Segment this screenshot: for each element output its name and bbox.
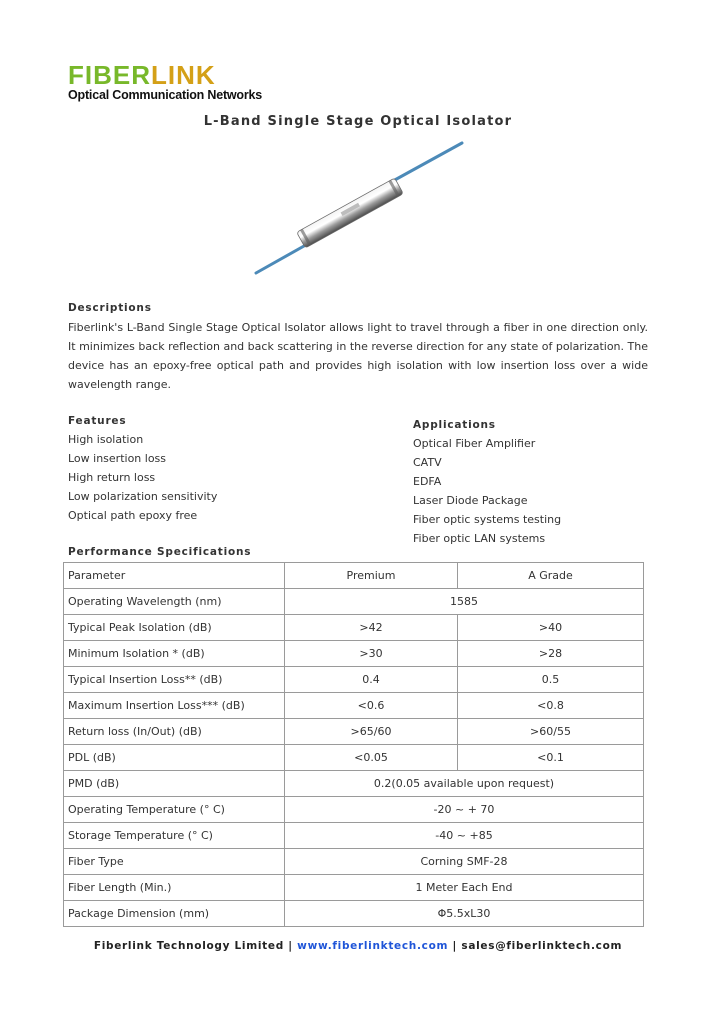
row-label: Package Dimension (mm)	[64, 901, 285, 927]
table-row	[64, 615, 644, 641]
page-title: L-Band Single Stage Optical Isolator	[203, 114, 513, 129]
row-value-a-grade: >40	[458, 615, 644, 641]
performance-heading: Performance Specifications	[68, 546, 252, 558]
row-value-premium: >30	[285, 641, 458, 667]
row-value-premium: <0.6	[285, 693, 458, 719]
row-value-a-grade: <0.1	[458, 745, 644, 771]
row-label: Operating Wavelength (nm)	[64, 589, 285, 615]
row-label: PDL (dB)	[64, 745, 285, 771]
logo-wordmark: FIBERLINK	[68, 60, 216, 90]
row-label: Typical Insertion Loss** (dB)	[64, 667, 285, 693]
footer-company: Fiberlink Technology Limited	[93, 940, 284, 952]
row-label: Fiber Type	[64, 849, 285, 875]
company-logo	[68, 62, 262, 102]
applications-list	[413, 434, 561, 548]
table-row	[64, 823, 644, 849]
table-row	[64, 875, 644, 901]
feature-item: High return loss	[68, 471, 156, 484]
row-value-a-grade: >28	[458, 641, 644, 667]
row-value-premium: >65/60	[285, 719, 458, 745]
table-header-row	[64, 563, 644, 589]
table-row	[64, 667, 644, 693]
row-value: 1585	[285, 589, 644, 615]
features-heading: Features	[68, 415, 127, 427]
performance-spec-table	[63, 562, 644, 927]
row-label: Return loss (In/Out) (dB)	[64, 719, 285, 745]
table-row	[64, 797, 644, 823]
features-list	[68, 430, 217, 525]
row-value: -20 ~ + 70	[285, 797, 644, 823]
row-value: Corning SMF-28	[285, 849, 644, 875]
row-label: Maximum Insertion Loss*** (dB)	[64, 693, 285, 719]
isolator-product-image	[240, 135, 480, 295]
descriptions-heading: Descriptions	[68, 302, 152, 314]
table-row	[64, 771, 644, 797]
header-cell-parameter: Parameter	[64, 563, 285, 589]
footer-separator: |	[283, 940, 298, 952]
application-item: CATV	[413, 456, 442, 469]
row-label: Fiber Length (Min.)	[64, 875, 285, 901]
row-value-premium: <0.05	[285, 745, 458, 771]
table-row	[64, 901, 644, 927]
header-cell-premium: Premium	[285, 563, 458, 589]
table-row	[64, 693, 644, 719]
row-value: Φ5.5xL30	[285, 901, 644, 927]
row-label: Minimum Isolation * (dB)	[64, 641, 285, 667]
row-value: 0.2(0.05 available upon request)	[285, 771, 644, 797]
row-value: 1 Meter Each End	[285, 875, 644, 901]
feature-item: Low polarization sensitivity	[68, 490, 218, 503]
row-label: Storage Temperature (° C)	[64, 823, 285, 849]
table-row	[64, 641, 644, 667]
table-row	[64, 719, 644, 745]
application-item: Fiber optic systems testing	[413, 513, 562, 526]
row-value-a-grade: 0.5	[458, 667, 644, 693]
row-value: -40 ~ +85	[285, 823, 644, 849]
row-value-a-grade: >60/55	[458, 719, 644, 745]
row-value-a-grade: <0.8	[458, 693, 644, 719]
footer-separator: |	[448, 940, 462, 952]
footer-website-link[interactable]: www.fiberlinktech.com	[297, 940, 449, 952]
row-label: Operating Temperature (° C)	[64, 797, 285, 823]
row-label: Typical Peak Isolation (dB)	[64, 615, 285, 641]
application-item: Fiber optic LAN systems	[413, 532, 546, 545]
application-item: EDFA	[413, 475, 442, 488]
footer-email[interactable]: sales@fiberlinktech.com	[461, 940, 623, 952]
header-cell-a-grade: A Grade	[458, 563, 644, 589]
logo-tagline: Optical Communication Networks	[68, 88, 263, 102]
feature-item: Low insertion loss	[68, 452, 167, 465]
table-row	[64, 849, 644, 875]
applications-heading: Applications	[413, 419, 496, 431]
table-row	[64, 589, 644, 615]
row-value-premium: 0.4	[285, 667, 458, 693]
feature-item: Optical path epoxy free	[68, 509, 198, 522]
feature-item: High isolation	[68, 433, 144, 446]
table-row	[64, 745, 644, 771]
application-item: Laser Diode Package	[413, 494, 528, 507]
row-label: PMD (dB)	[64, 771, 285, 797]
page-footer	[0, 940, 716, 952]
row-value-premium: >42	[285, 615, 458, 641]
description-text: Fiberlink's L-Band Single Stage Optical Isolator allows light to travel through a fiber in one direction only. It minimizes back reflection and back scattering in the reverse direction for any state of polarization. The device has an epoxy-free optical path and provides high isolation with low insertion loss over a wide wavelength range.	[68, 321, 648, 391]
application-item: Optical Fiber Amplifier	[413, 437, 536, 450]
